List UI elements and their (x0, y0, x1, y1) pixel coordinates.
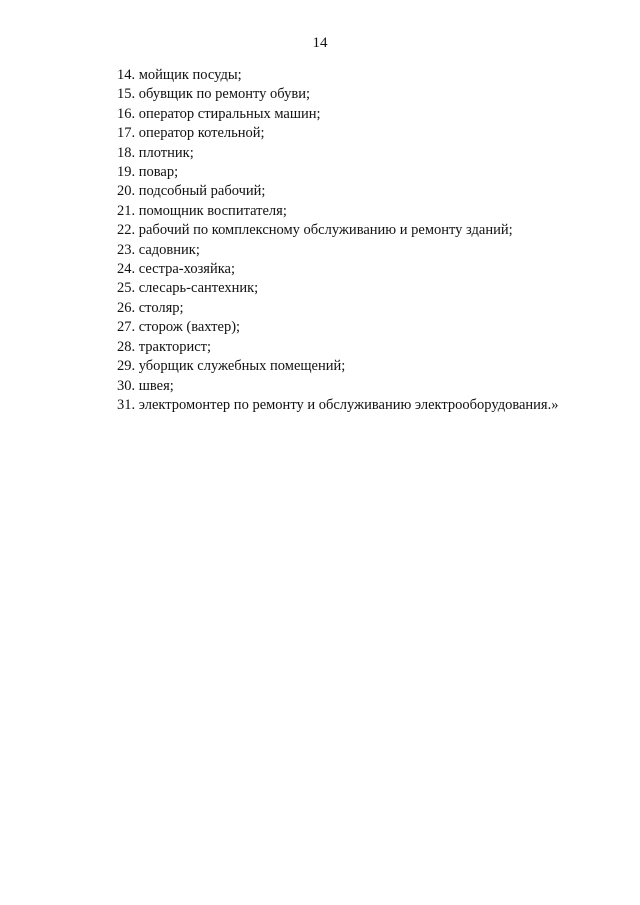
list-item: 29. уборщик служебных помещений; (117, 358, 346, 375)
list-item: 27. сторож (вахтер); (117, 319, 241, 336)
list-item: 21. помощник воспитателя; (117, 202, 287, 219)
list-item: 23. садовник; (117, 241, 200, 258)
list-item: 18. плотник; (117, 144, 194, 161)
list-item: 28. тракторист; (117, 338, 212, 355)
list-item: 31. электромонтер по ремонту и обслуживанию электрооборудования.» (117, 396, 559, 413)
list-item: 20. подсобный рабочий; (117, 183, 266, 200)
page-number: 14 (312, 35, 328, 51)
list-item: 19. повар; (117, 164, 179, 181)
list-item: 25. слесарь-сантехник; (117, 280, 259, 297)
list-item: 15. обувщик по ремонту обуви; (117, 86, 311, 103)
list-item: 24. сестра-хозяйка; (117, 261, 236, 278)
list-item: 14. мойщик посуды; (117, 67, 242, 83)
list-item: 16. оператор стиральных машин; (117, 105, 321, 122)
list-item: 26. столяр; (117, 299, 184, 316)
list-item: 22. рабочий по комплексному обслуживанию и ремонту зданий; (117, 222, 513, 239)
list-item: 30. швея; (117, 377, 174, 394)
list-item: 17. оператор котельной; (117, 125, 265, 142)
occupation-list (117, 66, 558, 415)
